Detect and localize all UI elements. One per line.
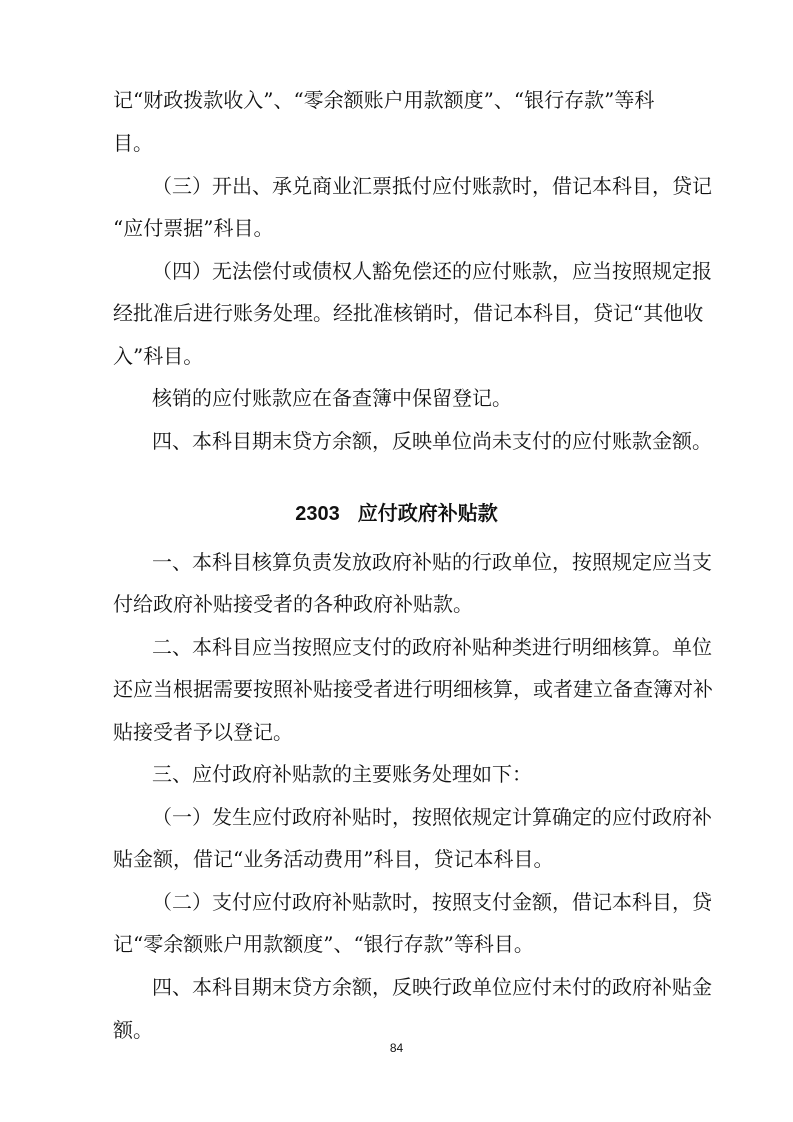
text-line: 目。 [113, 131, 153, 155]
text-line: 还应当根据需要按照补贴接受者进行明细核算，或者建立备查簿对补 [113, 677, 713, 701]
text-line: 贴金额，借记“业务活动费用”科目，贷记本科目。 [113, 847, 554, 871]
section-heading [0, 499, 793, 528]
text-line: 二、本科目应当按照应支付的政府补贴种类进行明细核算。单位 [152, 635, 712, 659]
page-number: 84 [389, 1041, 404, 1055]
text-line: “应付票据”科目。 [113, 216, 274, 240]
text-line: （一）发生应付政府补贴时，按照依规定计算确定的应付政府补 [152, 805, 712, 829]
text-line: （四）无法偿付或债权人豁免偿还的应付账款，应当按照规定报 [152, 259, 712, 283]
text-line: 付给政府补贴接受者的各种政府补贴款。 [113, 592, 473, 616]
text-line: （三）开出、承兑商业汇票抵付应付账款时，借记本科目，贷记 [152, 174, 712, 198]
text-line: 一、本科目核算负责发放政府补贴的行政单位，按照规定应当支 [152, 550, 712, 574]
text-line: 记“零余额账户用款额度”、“银行存款”等科目。 [113, 932, 534, 956]
text-line: 四、本科目期末贷方余额，反映单位尚未支付的应付账款金额。 [152, 429, 712, 453]
text-line: 四、本科目期末贷方余额，反映行政单位应付未付的政府补贴金 [152, 975, 712, 999]
text-line: 经批准后进行账务处理。经批准核销时，借记本科目，贷记“其他收 [113, 301, 704, 325]
section-code: 2303 [295, 503, 340, 525]
text-line: （二）支付应付政府补贴款时，按照支付金额，借记本科目，贷 [152, 890, 712, 914]
section-title: 应付政府补贴款 [357, 501, 498, 525]
text-line: 贴接受者予以登记。 [113, 720, 293, 744]
text-line: 额。 [113, 1018, 153, 1042]
text-line: 核销的应付账款应在备查簿中保留登记。 [152, 386, 512, 410]
text-line: 三、应付政府补贴款的主要账务处理如下： [152, 762, 532, 786]
text-line: 记“财政拨款收入”、“零余额账户用款额度”、“银行存款”等科 [113, 88, 655, 112]
text-line: 入”科目。 [113, 344, 204, 368]
